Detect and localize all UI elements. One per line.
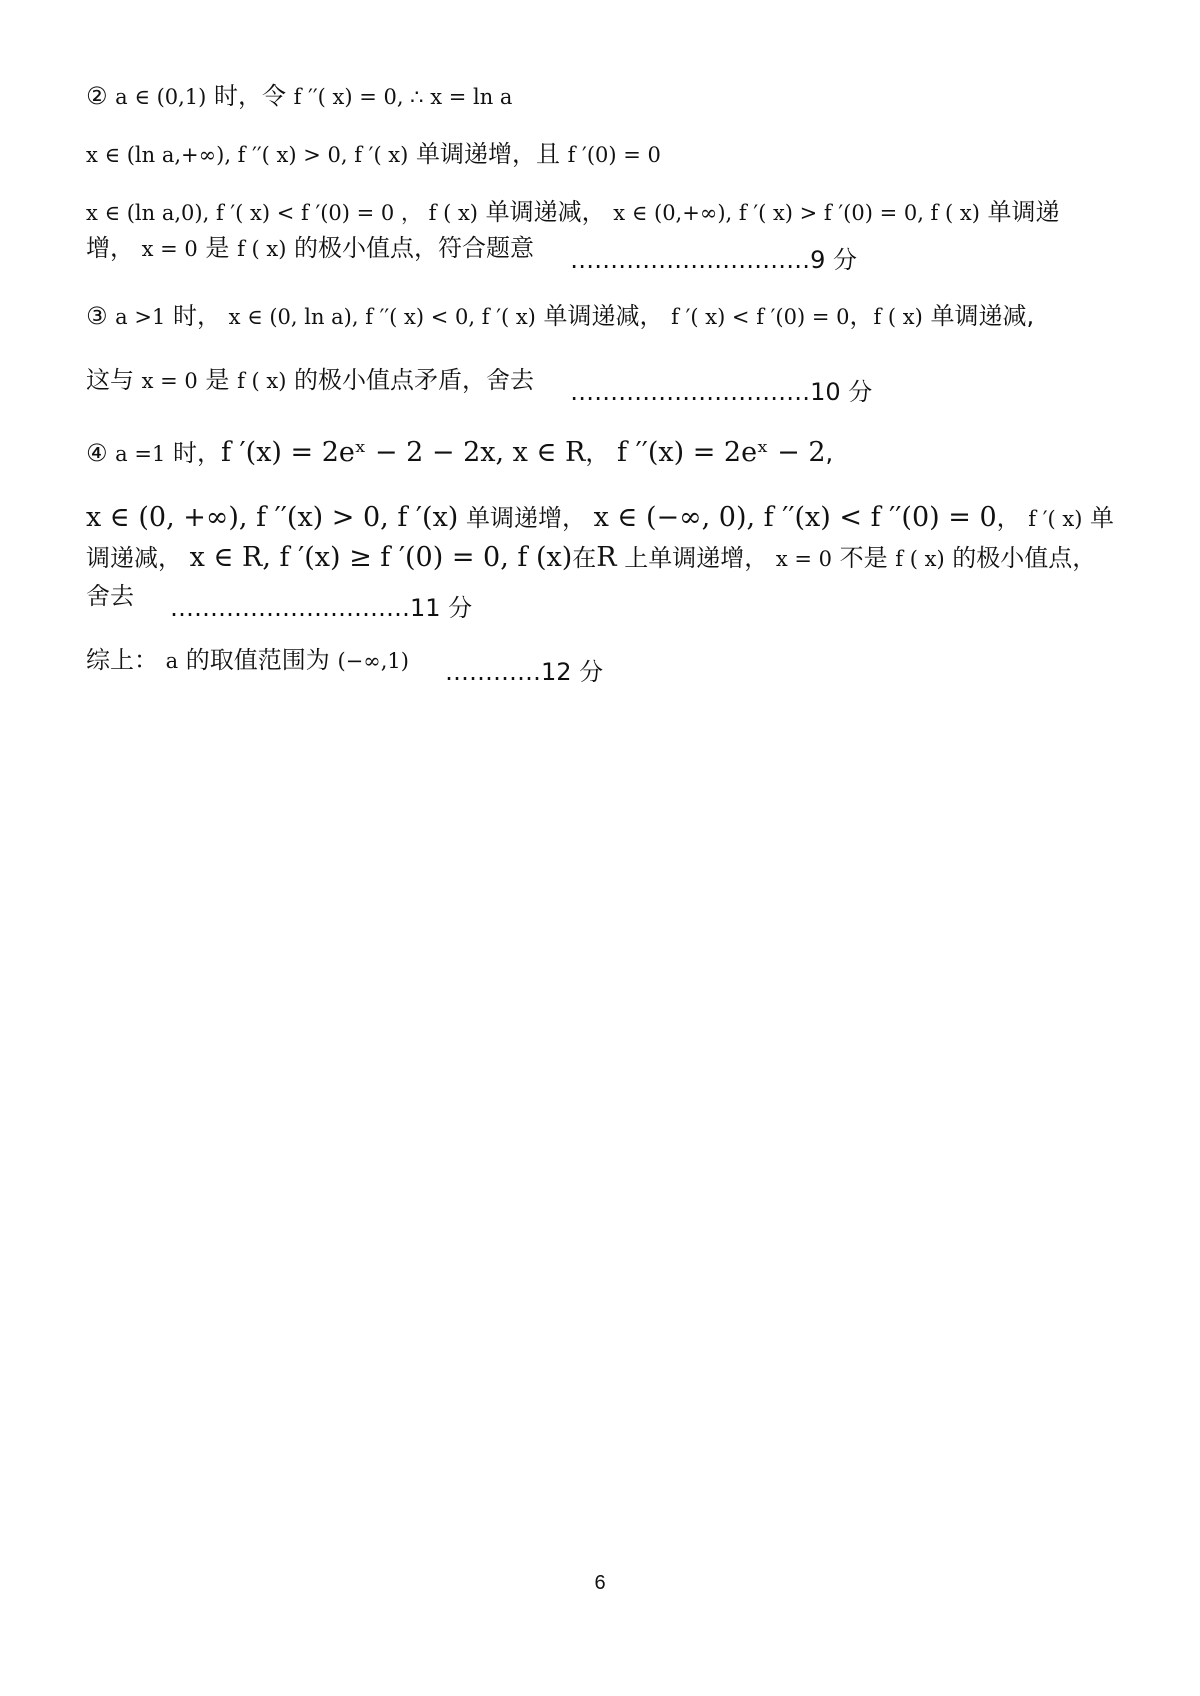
page-number: 6	[594, 1572, 606, 1594]
score-marker-9: …………………………9 分	[570, 246, 857, 274]
solution-line-case-2: ② a ∈ (0,1) 时，令 f ′′( x) = 0, ∴ x = ln a	[86, 82, 513, 110]
solution-line-case-2-increasing: x ∈ (ln a,+∞), f ′′( x) > 0, f ′( x) 单调递增，且 f ′(0) = 0	[86, 140, 661, 168]
solution-line-case-3-conclusion: 这与 x = 0 是 f ( x) 的极小值点矛盾，舍去 …………………………10 分	[86, 362, 1116, 399]
score-marker-10: …………………………10 分	[570, 378, 873, 406]
solution-line-case-4-monotonic: x ∈ (0, +∞), f ′′(x) > 0, f ′(x) 单调递增， x ∈ (−∞, 0), f ′′(x) < f ′′(0) = 0， f ′( x) 单	[86, 502, 1115, 533]
solution-line-case-4-global: 调递减， x ∈ R, f ′(x) ≥ f ′(0) = 0, f (x)在R 上单调递增， x = 0 不是 f ( x) 的极小值点，	[86, 542, 1097, 573]
solution-line-case-2-decreasing: x ∈ (ln a,0), f ′( x) < f ′(0) = 0 ， f ( x) 单调递减， x ∈ (0,+∞), f ′( x) > f ′(0) = 0, f ( x) 单调递	[86, 198, 1060, 226]
score-marker-12: …………12 分	[444, 658, 604, 686]
solution-line-case-4-conclusion: 舍去 …………………………11 分	[86, 578, 1116, 614]
solution-line-case-2-conclusion: 增， x = 0 是 f ( x) 的极小值点，符合题意 …………………………9 分	[86, 230, 1116, 267]
solution-line-case-3: ③ a >1 时， x ∈ (0, ln a), f ′′( x) < 0, f ′( x) 单调递减， f ′( x) < f ′(0) = 0，f ( x) 单调递减,	[86, 302, 1035, 330]
score-marker-11: …………………………11 分	[170, 594, 473, 622]
solution-line-case-4: ④ a =1 时，f ′(x) = 2eˣ − 2 − 2x, x ∈ R， f ′′(x) = 2eˣ − 2,	[86, 437, 834, 468]
solution-line-summary: 综上： a 的取值范围为 (−∞,1) …………12 分	[86, 642, 1116, 679]
